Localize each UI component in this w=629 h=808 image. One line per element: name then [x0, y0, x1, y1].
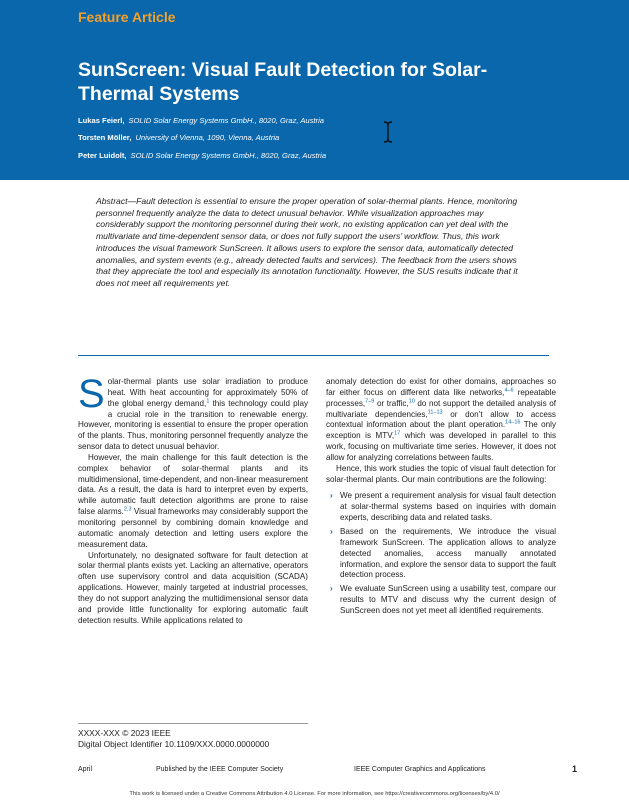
citation[interactable]: 14–16 — [505, 419, 521, 426]
citation[interactable]: 11–13 — [427, 408, 443, 415]
citation[interactable]: 4–6 — [504, 387, 514, 394]
author-line — [78, 116, 324, 125]
column-right — [326, 377, 556, 620]
doi: Digital Object Identifier 10.1109/XXX.0000.0000000 — [78, 739, 270, 749]
license-notice: This work is licensed under a Creative Commons Attribution 4.0 License. For more information, see https://creativecommons.org/licenses/by/4.0/ — [129, 791, 500, 797]
abstract: Abstract—Fault detection is essential to ensure the proper operation of solar-thermal plants. Hence, monitoring personnel frequently analyze the data to detect unusual behavior. While visualization approaches may considerably support the monitoring personnel during their work, no existing application can yet deal with the multivariate and time-dependent sensor data, or does not fully support the users’ workflow. Thus, this work introduces the visual framework SunScreen. It allows users to explore the sensor data, automatically detected anomalies, and system events (e.g., already detected faults and services). The feedback from the users shows that they appreciate the tool and especially its annotation functionality. However, the SUS results indicate that it does not meet all requirements yet. — [96, 196, 518, 288]
page-number: 1 — [572, 764, 578, 774]
citation[interactable]: 2,3 — [123, 506, 132, 513]
divider — [78, 355, 549, 356]
author-affiliation: SOLID Solar Energy Systems GmbH., 8020, Graz, Austria — [128, 116, 324, 125]
footer-journal: IEEE Computer Graphics and Applications — [354, 766, 486, 773]
copyright: XXXX-XXX © 2023 IEEE — [78, 728, 171, 738]
author-name: Lukas Feierl, — [78, 116, 125, 125]
citation[interactable]: 17 — [394, 430, 401, 437]
column-left — [78, 372, 308, 626]
citation[interactable]: 1 — [206, 398, 210, 404]
citation[interactable]: 10 — [408, 398, 415, 404]
author-affiliation: SOLID Solar Energy Systems GmbH., 8020, Graz, Austria — [130, 151, 327, 160]
paragraph: Unfortunately, no designated software for fault detection at solar thermal plants exists yet. Lacking an alternative, operators often use supervisory control and data acquisition (SCADA) applications. However, mainly targeted at industrial processes, they do not support analyzing the multidimensional sensor data and provide little functionality for exploring automatic fault detection results. While applications related to — [78, 550, 308, 625]
citation[interactable]: 7–9 — [365, 398, 375, 404]
list-item: › Based on the requirements, We introduce the visual framework SunScreen. The application allows to analyze detected anomalies, access manually annotated information, and explore the sensor data to support the fault detection process. — [340, 527, 556, 581]
contribution-list — [326, 491, 556, 616]
drop-cap: S — [78, 372, 105, 416]
author-line — [78, 133, 279, 142]
section-label: Feature Article — [78, 9, 176, 25]
list-item: › We evaluate SunScreen using a usability test, compare our results to MTV and discuss why the current design of SunScreen does not yet meet all identified requirements. — [340, 584, 556, 617]
footnote-divider — [78, 723, 308, 724]
author-line — [78, 151, 326, 160]
list-item: › We present a requirement analysis for visual fault detection at solar-thermal systems based on inquiries with domain experts, describing data and related tasks. — [340, 491, 556, 524]
footer-month: April — [78, 766, 93, 773]
author-name: Torsten Möller, — [78, 133, 132, 142]
paragraph: Hence, this work studies the topic of visual fault detection for solar-thermal plants. Our main contributions are the following: — [326, 463, 556, 484]
text-cursor-icon — [383, 121, 393, 143]
footer-publisher: Published by the IEEE Computer Society — [156, 766, 284, 773]
paragraph: anomaly detection do exist for other domains, approaches so far either focus on different data like networks,$^{4-6}$ repeatable processes,$^{7-9}$ or traffic,$^{10}$ do not support the detailed analysis of multivariate dependencies,$^{11-13}$ or don’t allow to access contextual information about the plant operation.$^{14-16}$ The only exception is MTV,$^{17}$ which was developed in parallel to this work, focusing on multivariate time series. However, it does not allow for analyzing correlations between faults. — [326, 377, 556, 462]
author-name: Peter Luidolt, — [78, 151, 127, 160]
paragraph: However, the main challenge for this fault detection is the complex behavior of solar-thermal plants and its multidimensional, time-dependent, and non-linear measurement data. As a result, the data is hard to interpret even by experts, while automatic fault detection algorithms are prone to raise false alarms.$^{2,3}$ Visual frameworks may considerably support the monitoring personnel by combining domain knowledge and automatic anomaly detection and letting users explore the measurement data. — [78, 452, 308, 549]
article-title: SunScreen: Visual Fault Detection for Solar-Thermal Systems — [78, 59, 488, 105]
paragraph: Solar-thermal plants use solar irradiation to produce heat. With heat accounting for approximately 50% of the global energy demand,$^1$ this technology could play a crucial role in the transition to renewable energy. However, monitoring is essential to ensure the proper operation of the plants. Thus, monitoring personnel frequently analyze the sensor data to detect unusual behavior. — [78, 372, 308, 452]
author-affiliation: University of Vienna, 1090, Vienna, Austria — [135, 133, 280, 142]
